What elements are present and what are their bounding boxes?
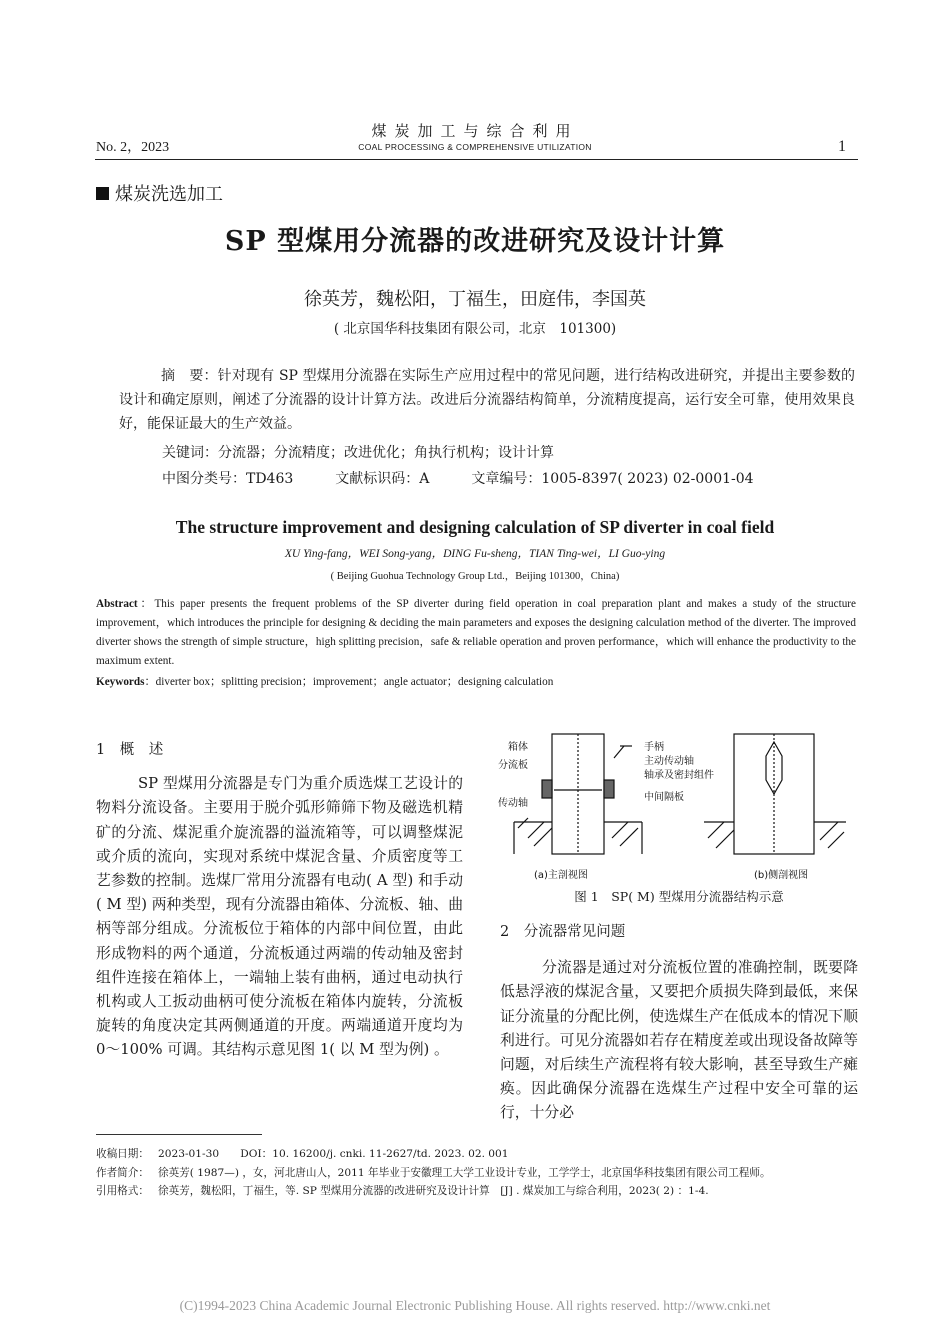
- fig-label-shaft: 传动轴: [498, 798, 528, 809]
- keywords-cn: 关键词：分流器；分流精度；改进优化；角执行机构；设计计算: [162, 445, 554, 461]
- author-label: 作者简介：: [96, 1166, 149, 1179]
- section2-heading: 2 分流器常见问题: [500, 924, 626, 940]
- page-number: 1: [838, 138, 846, 155]
- section1-body: SP 型煤用分流器是专门为重介质选煤工艺设计的物料分流设备。主要用于脱介弧形筛筛下物及磁选机精矿的分流、煤泥重介旋流器的溢流箱等，可以调整煤泥或介质的流向，实现对系统中煤泥含量、介质密度等工艺参数的控制。选煤厂常用分流器有电动( A 型) 和手动( M 型) 两种类型，现有分流器由箱体、分流板、轴、曲柄等部分组成。分流板位于箱体的内部中间位置，由此形成物料的两个通道，分流板通过两端的传动轴及密封组件连接在箱体上，一端轴上装有曲柄，通过电动执行机构或人工扳动曲柄可使分流板在箱体内旋转，分流板旋转的角度决定其两侧通道的开度。两端通道开度均为 0～100% 可调。其结构示意见图 1( 以 M 型为例) 。: [96, 775, 463, 1059]
- paper-title-cn: SP 型煤用分流器的改进研究及设计计算: [224, 226, 726, 257]
- abstract-en: [96, 595, 856, 671]
- issue-number: No. 2，2023: [96, 140, 170, 155]
- side-view-drawing: [704, 734, 846, 854]
- main-view-drawing: [514, 734, 642, 854]
- fig-label-bearing: 轴承及密封组件: [644, 770, 714, 781]
- structure-figure: [494, 728, 864, 908]
- classification-line: 中图分类号：TD463 文献标识码：A 文章编号：1005-8397( 2023) 02-0001-04: [162, 471, 754, 487]
- keywords-en: [96, 673, 553, 689]
- section1-heading: 1 概 述: [96, 742, 164, 758]
- fig-label-box: 箱体: [508, 742, 528, 753]
- paper-title-en: The structure improvement and designing calculation of SP diverter in coal field: [175, 517, 775, 537]
- section-tag-label: 煤炭洗选加工: [115, 184, 223, 205]
- square-bullet-icon: [96, 187, 109, 200]
- authors-en: XU Ying-fang，WEI Song-yang，DING Fu-sheng，TIAN Ting-wei，LI Guo-ying: [284, 548, 666, 560]
- keywords-en-text: ：diverter box；splitting precision；improvement；angle actuator；designing calculation: [144, 676, 554, 688]
- figure-caption: 图 1 SP( M) 型煤用分流器结构示意: [574, 889, 784, 904]
- fig-sub-b: (b)侧剖视图: [754, 870, 809, 881]
- author-value: 徐英芳( 1987—) ，女，河北唐山人，2011 年毕业于安徽理工大学工业设计专业，工学学士，北京国华科技集团有限公司工程师。: [158, 1166, 771, 1179]
- affiliation-en: ( Beijing Guohua Technology Group Ltd.，Beijing 101300，China): [330, 571, 620, 582]
- abstract-en-label: Abstract: [96, 598, 138, 610]
- footnote-author: [96, 1164, 860, 1183]
- keywords-en-label: Keywords: [96, 676, 145, 688]
- cite-label: 引用格式：: [96, 1185, 149, 1197]
- copyright-notice: (C)1994-2023 China Academic Journal Electronic Publishing House. All rights reserved. http://www.cnki.net: [179, 1298, 771, 1313]
- fig-label-plate: 分流板: [498, 760, 528, 771]
- affiliation-cn: ( 北京国华科技集团有限公司，北京 101300): [333, 321, 617, 337]
- fig-label-partition: 中间隔板: [644, 792, 684, 803]
- section-tag: [96, 180, 223, 206]
- journal-title-cn: 煤炭加工与综合利用: [371, 122, 579, 140]
- fig-label-drive-shaft: 主动传动轴: [644, 756, 694, 767]
- footnote-cite: [96, 1182, 860, 1201]
- section2-body: 分流器是通过对分流板位置的准确控制，既要降低悬浮液的煤泥含量，又要把介质损失降到最低，来保证分流量的分配比例，使选煤生产在低成本的情况下顺利进行。可见分流器如若存在精度差或出现设备故障等问题，对后续生产流程将有较大影响，甚至导致生产瘫痪。因此确保分流器在选煤生产过程中安全可靠的运行，十分必: [500, 959, 858, 1122]
- received-value: 2023-01-30 DOI：10. 16200/j. cnki. 11-2627/td. 2023. 02. 001: [158, 1148, 509, 1160]
- footnotes: [96, 1145, 860, 1201]
- fig-label-handle: 手柄: [644, 742, 664, 753]
- abstract-cn: 摘 要：针对现有 SP 型煤用分流器在实际生产应用过程中的常见问题，进行结构改进研究，并提出主要参数的设计和确定原则，阐述了分流器的设计计算方法。改进后分流器结构简单，分流精度提高，运行安全可靠，使用效果良好，能保证最大的生产效益。: [119, 368, 855, 432]
- left-column: [96, 742, 463, 1063]
- cite-value: 徐英芳，魏松阳，丁福生，等. SP 型煤用分流器的改进研究及设计计算 [J] . 煤炭加工与综合利用，2023( 2) ：1-4.: [158, 1185, 709, 1197]
- journal-title-en: COAL PROCESSING & COMPREHENSIVE UTILIZATION: [358, 142, 592, 152]
- footnote-divider: [96, 1134, 262, 1135]
- fig-sub-a: (a)主剖视图: [534, 870, 588, 881]
- footnote-received: [96, 1145, 860, 1164]
- received-label: 收稿日期：: [96, 1148, 149, 1160]
- authors-cn: 徐英芳，魏松阳，丁福生，田庭伟，李国英: [304, 289, 646, 310]
- abstract-en-text: ：This paper presents the frequent problems of the SP diverter during field operation in coal preparation plant and makes a study of the structure improvement，which introduces the principle for designing & deciding the main parameters and exposes the designing calculation method of the diverter. The improved diverter shows the strength of simple structure，high splitting precision，safe & reliable operation and proven performance，which will enhance the productivity to the maximum extent.: [96, 598, 856, 667]
- header-divider: [95, 159, 858, 160]
- right-column: [500, 924, 858, 1126]
